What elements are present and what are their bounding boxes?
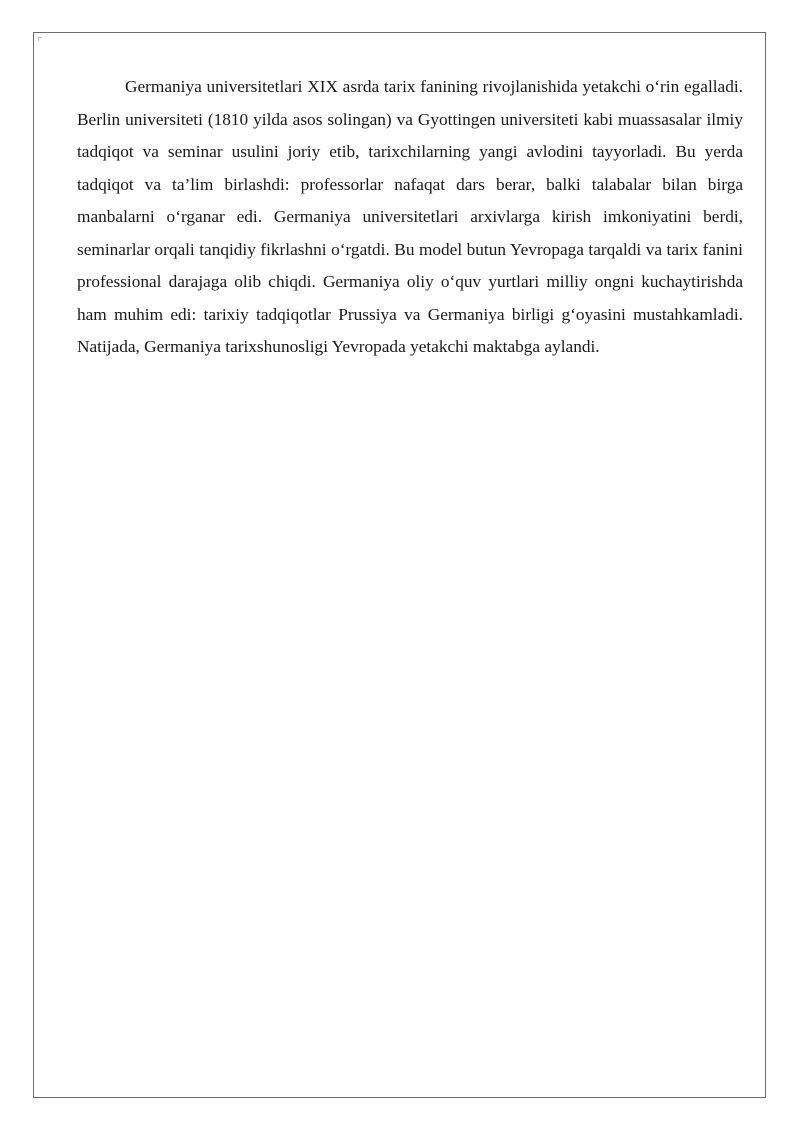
body-paragraph: Germaniya universitetlari XIX asrda tarix fanining rivojlanishida yetakchi o‘rin egalladi. Berlin universiteti (1810 yilda asos solingan) va Gyottingen universiteti kabi muassasalar ilmiy tadqiqot va seminar usulini joriy etib, tarixchilarning yangi avlodini tayyorladi. Bu yerda tadqiqot va ta’lim birlashdi: professorlar nafaqat dars berar, balki talabalar bilan birga manbalarni o‘rganar edi. Germaniya universitetlari arxivlarga kirish imkoniyatini berdi, seminarlar orqali tanqidiy fikrlashni o‘rgatdi. Bu model butun Yevropaga tarqaldi va tarix fanini professional darajaga olib chiqdi. Germaniya oliy o‘quv yurtlari milliy ongni kuchaytirishda ham muhim edi: tarixiy tadqiqotlar Prussiya va Germaniya birligi g‘oyasini mustahkamladi. Natijada, Germaniya tarixshunosligi Yevropada yetakchi maktabga aylandi.: [77, 77, 743, 356]
page-corner-mark: [38, 37, 42, 41]
document-page: [33, 32, 766, 1098]
